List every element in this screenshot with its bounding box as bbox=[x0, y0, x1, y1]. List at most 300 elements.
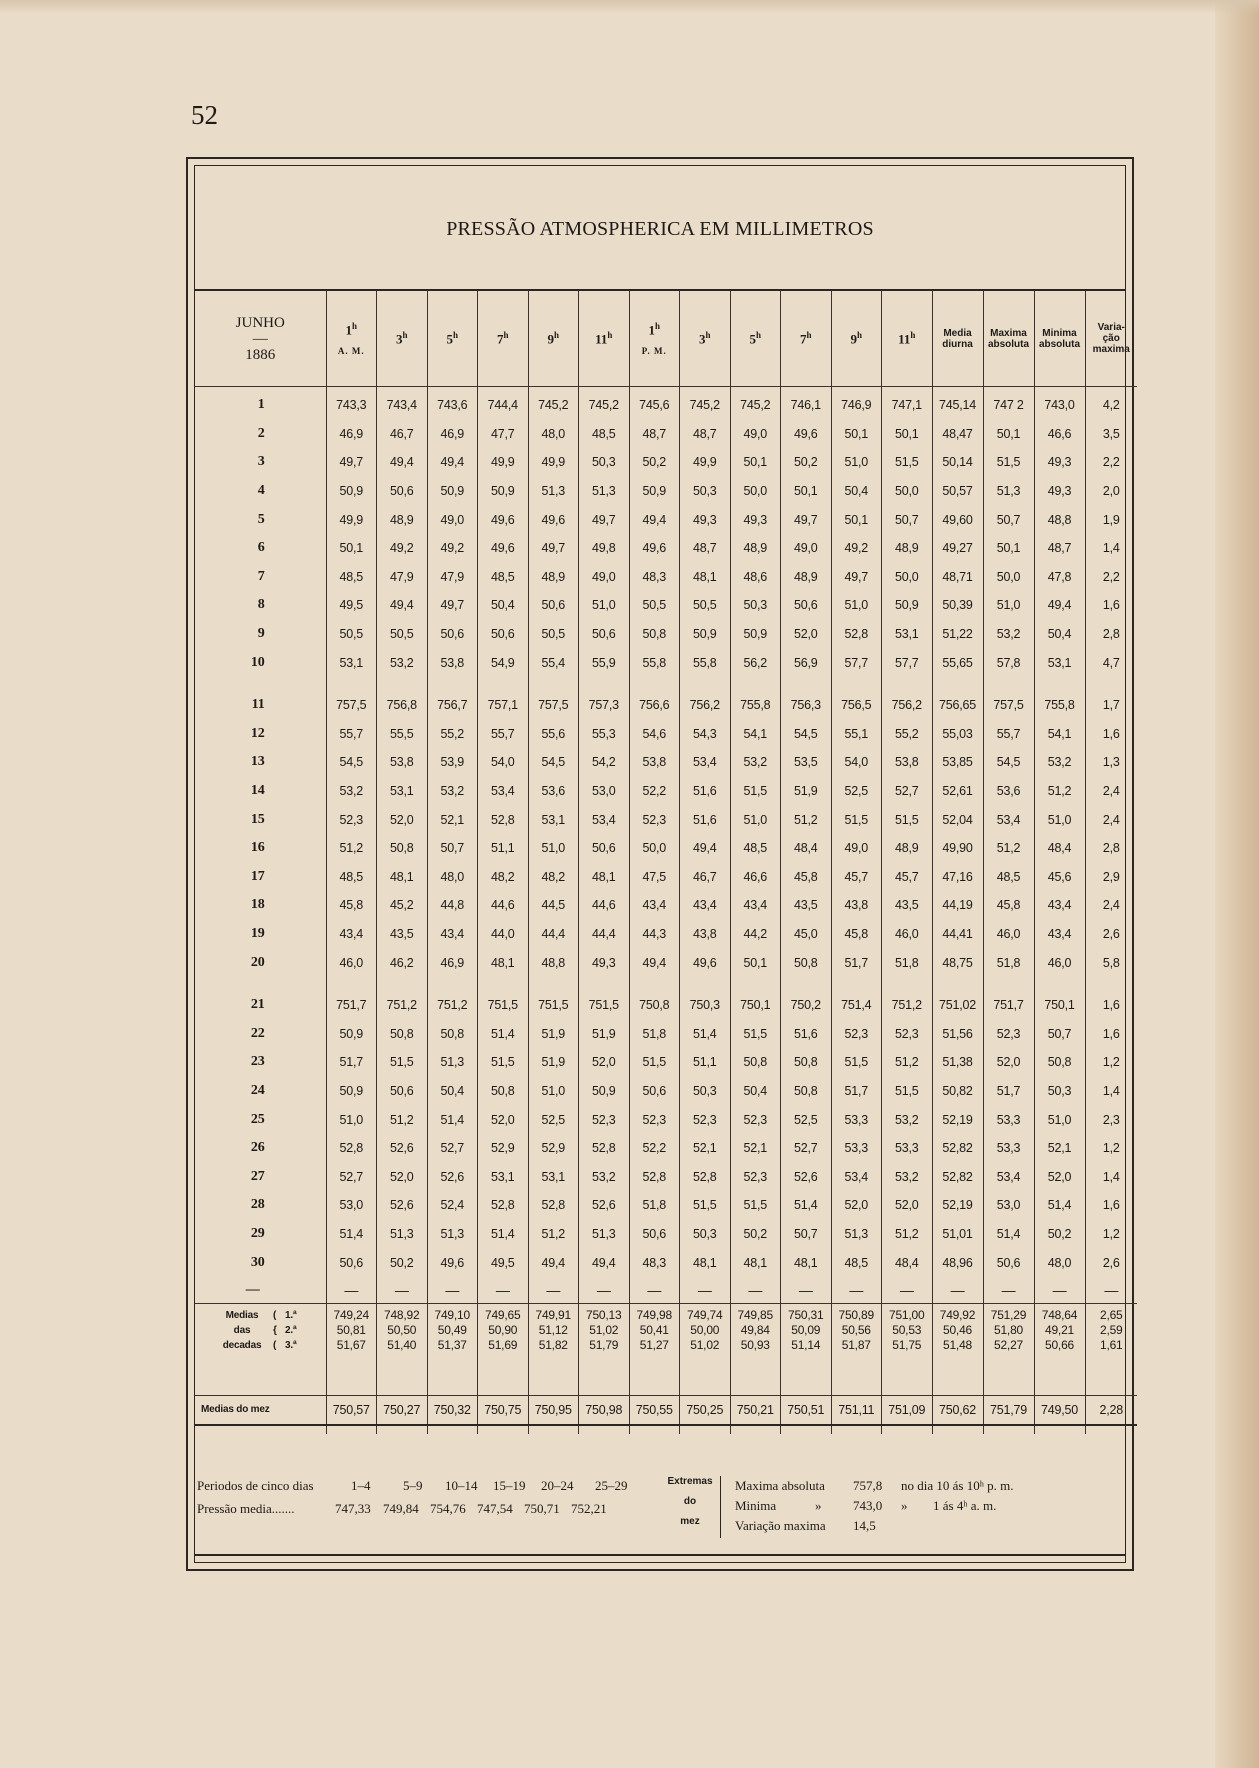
value-cell: 50,14 bbox=[932, 448, 983, 477]
value-cell: 43,4 bbox=[680, 891, 731, 920]
value-cell: 54,1 bbox=[730, 720, 781, 749]
value-cell: 50,6 bbox=[377, 477, 428, 506]
page-top-shadow bbox=[0, 0, 1259, 14]
value-cell: 44,2 bbox=[730, 920, 781, 949]
value-cell: 51,4 bbox=[680, 1019, 731, 1048]
value-cell: 51,2 bbox=[377, 1105, 428, 1134]
decade-value: 51,79 bbox=[579, 1338, 630, 1353]
variacao-header-line: ção bbox=[1102, 333, 1120, 344]
value-cell: 1,4 bbox=[1085, 534, 1137, 563]
spacer-cell bbox=[579, 977, 630, 991]
value-cell: 52,04 bbox=[932, 805, 983, 834]
value-cell: 51,4 bbox=[326, 1220, 377, 1249]
media-header bbox=[932, 291, 983, 387]
value-cell: 49,9 bbox=[478, 448, 529, 477]
value-cell: 53,0 bbox=[579, 777, 630, 806]
meridiem-label: P. M. bbox=[641, 346, 667, 357]
hour-suffix: h bbox=[553, 329, 559, 340]
spacer-cell bbox=[882, 977, 933, 991]
value-cell: 50,9 bbox=[680, 620, 731, 649]
value-cell: 49,3 bbox=[730, 505, 781, 534]
value-cell: 53,8 bbox=[629, 748, 680, 777]
month-mean-value: 750,51 bbox=[781, 1395, 832, 1425]
value-cell: 49,4 bbox=[680, 834, 731, 863]
decade-label: decadas bbox=[222, 1339, 262, 1351]
spacer-cell bbox=[528, 677, 579, 691]
month-mean-value: 750,32 bbox=[427, 1395, 478, 1425]
value-cell: 52,3 bbox=[831, 1019, 882, 1048]
table-row bbox=[195, 420, 1137, 449]
month-mean-value: 750,98 bbox=[579, 1395, 630, 1425]
value-cell: 55,9 bbox=[579, 648, 630, 677]
table-row bbox=[195, 834, 1137, 863]
value-cell: 51,2 bbox=[528, 1220, 579, 1249]
decade-value: 749,92 bbox=[932, 1308, 983, 1323]
value-cell: 43,8 bbox=[680, 920, 731, 949]
value-cell: 49,0 bbox=[781, 534, 832, 563]
hour-suffix: h bbox=[607, 329, 613, 340]
dash-cell: — bbox=[245, 1281, 260, 1297]
value-cell: 747 2 bbox=[983, 387, 1034, 420]
value-cell: 5,8 bbox=[1085, 948, 1137, 977]
spacer-cell bbox=[629, 977, 680, 991]
table-row bbox=[195, 1105, 1137, 1134]
value-cell: 50,7 bbox=[1034, 1019, 1085, 1048]
value-cell: 48,5 bbox=[730, 834, 781, 863]
value-cell: 53,2 bbox=[377, 648, 428, 677]
hour-number: 1 bbox=[648, 322, 655, 338]
spacer-cell bbox=[1085, 677, 1137, 691]
pressure-item: 750,71 bbox=[524, 1501, 560, 1516]
extremas-label-line: Extremas bbox=[667, 1476, 713, 1487]
table-row bbox=[195, 1134, 1137, 1163]
extrema-max-value: 757,8 bbox=[853, 1478, 883, 1493]
value-cell: 751,5 bbox=[579, 991, 630, 1020]
spacer-cell bbox=[781, 977, 832, 991]
extrema-min-when: 1 ás 4ʰ a. m. bbox=[933, 1498, 997, 1513]
value-cell: 51,7 bbox=[831, 948, 882, 977]
value-cell: 52,5 bbox=[528, 1105, 579, 1134]
value-cell: 48,1 bbox=[680, 563, 731, 592]
value-cell: 52,61 bbox=[932, 777, 983, 806]
value-cell: 755,8 bbox=[1034, 691, 1085, 720]
hour-number: 3 bbox=[395, 331, 403, 347]
hour-header bbox=[478, 291, 529, 387]
value-cell: 51,8 bbox=[983, 948, 1034, 977]
table-row bbox=[195, 1191, 1137, 1220]
spacer-cell bbox=[427, 1353, 478, 1396]
value-cell: 48,71 bbox=[932, 563, 983, 592]
spacer-cell bbox=[983, 977, 1034, 991]
value-cell: 49,7 bbox=[831, 563, 882, 592]
value-cell: 49,3 bbox=[1034, 448, 1085, 477]
spacer-cell bbox=[528, 1425, 579, 1434]
dash-cell: — bbox=[831, 1277, 882, 1304]
value-cell: 50,3 bbox=[680, 1077, 731, 1106]
value-cell: 49,60 bbox=[932, 505, 983, 534]
value-cell: 48,9 bbox=[377, 505, 428, 534]
value-cell: 50,39 bbox=[932, 591, 983, 620]
value-cell: 1,6 bbox=[1085, 591, 1137, 620]
value-cell: 52,3 bbox=[326, 805, 377, 834]
month-mean-value: 751,11 bbox=[831, 1395, 882, 1425]
value-cell: 46,2 bbox=[377, 948, 428, 977]
value-cell: 51,9 bbox=[781, 777, 832, 806]
dash-cell: — bbox=[377, 1277, 428, 1304]
value-cell: 50,8 bbox=[781, 948, 832, 977]
decade-value: 51,80 bbox=[983, 1323, 1034, 1338]
value-cell: 51,8 bbox=[629, 1019, 680, 1048]
value-cell: 52,9 bbox=[478, 1134, 529, 1163]
dash-cell: — bbox=[629, 1277, 680, 1304]
day-cell: 5 bbox=[257, 511, 265, 527]
value-cell: 746,9 bbox=[831, 387, 882, 420]
value-cell: 50,8 bbox=[629, 620, 680, 649]
table-row bbox=[195, 863, 1137, 892]
value-cell: 51,56 bbox=[932, 1019, 983, 1048]
value-cell: 49,4 bbox=[629, 505, 680, 534]
variacao-header-line: Varia- bbox=[1097, 322, 1125, 333]
decade-value: 749,24 bbox=[326, 1308, 377, 1323]
value-cell: 49,3 bbox=[579, 948, 630, 977]
dash-cell: — bbox=[478, 1277, 529, 1304]
value-cell: 50,9 bbox=[478, 477, 529, 506]
value-cell: 48,4 bbox=[882, 1248, 933, 1277]
value-cell: 45,7 bbox=[831, 863, 882, 892]
month-mean-value: 749,50 bbox=[1034, 1395, 1085, 1425]
value-cell: 745,6 bbox=[629, 387, 680, 420]
day-cell: 19 bbox=[250, 925, 265, 941]
decade-value: 750,13 bbox=[579, 1308, 630, 1323]
value-cell: 755,8 bbox=[730, 691, 781, 720]
month-mean-value: 751,79 bbox=[983, 1395, 1034, 1425]
month-mean-value: 750,55 bbox=[629, 1395, 680, 1425]
period-item: 1–4 bbox=[351, 1478, 371, 1493]
decade-brace: { bbox=[273, 1324, 277, 1336]
media-header-line: diurna bbox=[942, 338, 973, 350]
value-cell: 52,3 bbox=[680, 1105, 731, 1134]
value-cell: 55,8 bbox=[680, 648, 731, 677]
spacer-cell bbox=[1034, 1353, 1085, 1396]
value-cell: 50,7 bbox=[983, 505, 1034, 534]
decade-value: 51,27 bbox=[629, 1338, 680, 1353]
spacer-cell bbox=[377, 677, 428, 691]
value-cell: 44,4 bbox=[579, 920, 630, 949]
period-item: 5–9 bbox=[403, 1478, 423, 1493]
value-cell: 51,4 bbox=[1034, 1191, 1085, 1220]
value-cell: 51,3 bbox=[528, 477, 579, 506]
day-cell: 21 bbox=[250, 997, 265, 1013]
value-cell: 51,0 bbox=[1034, 805, 1085, 834]
day-cell: 7 bbox=[257, 568, 265, 584]
value-cell: 4,7 bbox=[1085, 648, 1137, 677]
day-cell: 16 bbox=[250, 840, 265, 856]
value-cell: 52,3 bbox=[579, 1105, 630, 1134]
value-cell: 50,8 bbox=[1034, 1048, 1085, 1077]
value-cell: 52,82 bbox=[932, 1134, 983, 1163]
day-cell: 18 bbox=[250, 897, 265, 913]
value-cell: 1,6 bbox=[1085, 1019, 1137, 1048]
maxima-header-line: Maxima bbox=[990, 327, 1027, 339]
value-cell: 53,1 bbox=[478, 1162, 529, 1191]
value-cell: 53,1 bbox=[326, 648, 377, 677]
day-cell: 1 bbox=[257, 397, 265, 413]
table-row bbox=[195, 591, 1137, 620]
value-cell: 50,7 bbox=[781, 1220, 832, 1249]
day-cell: 20 bbox=[250, 954, 265, 970]
value-cell: 52,0 bbox=[831, 1191, 882, 1220]
value-cell: 45,2 bbox=[377, 891, 428, 920]
value-cell: 51,5 bbox=[831, 805, 882, 834]
value-cell: 55,2 bbox=[882, 720, 933, 749]
value-cell: 49,9 bbox=[680, 448, 731, 477]
value-cell: 51,4 bbox=[983, 1220, 1034, 1249]
spacer-cell bbox=[195, 677, 326, 691]
table-row bbox=[195, 448, 1137, 477]
spacer-cell bbox=[680, 1425, 731, 1434]
value-cell: 48,8 bbox=[1034, 505, 1085, 534]
value-cell: 48,9 bbox=[882, 534, 933, 563]
value-cell: 49,4 bbox=[579, 1248, 630, 1277]
value-cell: 44,8 bbox=[427, 891, 478, 920]
month-mean-value: 750,25 bbox=[680, 1395, 731, 1425]
dash-cell: — bbox=[427, 1277, 478, 1304]
day-cell: 9 bbox=[257, 626, 265, 642]
value-cell: 45,8 bbox=[781, 863, 832, 892]
value-cell: 50,3 bbox=[680, 1220, 731, 1249]
value-cell: 48,5 bbox=[831, 1248, 882, 1277]
value-cell: 50,9 bbox=[579, 1077, 630, 1106]
value-cell: 51,5 bbox=[882, 448, 933, 477]
value-cell: 55,1 bbox=[831, 720, 882, 749]
decade-value: 50,49 bbox=[427, 1323, 478, 1338]
meridiem-label: A. M. bbox=[337, 346, 365, 357]
value-cell: 48,9 bbox=[882, 834, 933, 863]
header-row bbox=[195, 291, 1137, 387]
spacer-row bbox=[195, 1353, 1137, 1396]
dash-cell: — bbox=[1034, 1277, 1085, 1304]
value-cell: 750,8 bbox=[629, 991, 680, 1020]
value-cell: 756,7 bbox=[427, 691, 478, 720]
page-title: PRESSÃO ATMOSPHERICA EM MILLIMETROS bbox=[446, 218, 874, 240]
value-cell: 48,2 bbox=[478, 863, 529, 892]
day-cell: 8 bbox=[257, 597, 265, 613]
value-cell: 49,7 bbox=[326, 448, 377, 477]
extremas-brace bbox=[720, 1476, 731, 1538]
minima-header bbox=[1034, 291, 1085, 387]
value-cell: 756,6 bbox=[629, 691, 680, 720]
value-cell: 51,0 bbox=[579, 591, 630, 620]
spacer-cell bbox=[1034, 677, 1085, 691]
value-cell: 49,4 bbox=[377, 591, 428, 620]
month-means-row bbox=[195, 1395, 1137, 1425]
value-cell: 55,5 bbox=[377, 720, 428, 749]
decade-value: 749,85 bbox=[730, 1308, 781, 1323]
value-cell: 46,7 bbox=[377, 420, 428, 449]
decade-value: 751,29 bbox=[983, 1308, 1034, 1323]
value-cell: 50,8 bbox=[730, 1048, 781, 1077]
value-cell: 44,6 bbox=[579, 891, 630, 920]
value-cell: 48,4 bbox=[781, 834, 832, 863]
decade-value: 49,21 bbox=[1034, 1323, 1085, 1338]
value-cell: 52,5 bbox=[781, 1105, 832, 1134]
spacer-cell bbox=[781, 677, 832, 691]
day-cell: 17 bbox=[250, 868, 265, 884]
table-frame bbox=[186, 157, 1134, 1571]
value-cell: 52,19 bbox=[932, 1105, 983, 1134]
value-cell: 51,5 bbox=[882, 1077, 933, 1106]
value-cell: 51,9 bbox=[528, 1048, 579, 1077]
spacer-row bbox=[195, 1425, 1137, 1434]
dash-cell: — bbox=[932, 1277, 983, 1304]
media-header-line: Media bbox=[943, 327, 972, 339]
value-cell: 2,4 bbox=[1085, 777, 1137, 806]
value-cell: 51,3 bbox=[579, 1220, 630, 1249]
spacer-cell bbox=[377, 1353, 428, 1396]
spacer-cell bbox=[882, 677, 933, 691]
value-cell: 54,5 bbox=[528, 748, 579, 777]
value-cell: 44,19 bbox=[932, 891, 983, 920]
value-cell: 54,0 bbox=[831, 748, 882, 777]
value-cell: 53,2 bbox=[882, 1162, 933, 1191]
spacer-cell bbox=[195, 1425, 326, 1434]
hour-suffix: h bbox=[755, 329, 761, 340]
value-cell: 53,4 bbox=[579, 805, 630, 834]
value-cell: 756,2 bbox=[680, 691, 731, 720]
table-row bbox=[195, 477, 1137, 506]
value-cell: 50,6 bbox=[579, 620, 630, 649]
value-cell: 51,6 bbox=[680, 777, 731, 806]
value-cell: 50,0 bbox=[882, 563, 933, 592]
value-cell: 51,0 bbox=[1034, 1105, 1085, 1134]
value-cell: 51,5 bbox=[680, 1191, 731, 1220]
value-cell: 50,5 bbox=[326, 620, 377, 649]
value-cell: 48,6 bbox=[730, 563, 781, 592]
value-cell: 49,0 bbox=[579, 563, 630, 592]
value-cell: 46,9 bbox=[427, 948, 478, 977]
value-cell: 50,8 bbox=[427, 1019, 478, 1048]
value-cell: 48,9 bbox=[781, 563, 832, 592]
spacer-cell bbox=[680, 1353, 731, 1396]
value-cell: 50,8 bbox=[781, 1048, 832, 1077]
value-cell: 48,9 bbox=[730, 534, 781, 563]
table-row bbox=[195, 805, 1137, 834]
decade-value: 51,82 bbox=[528, 1338, 579, 1353]
table-row bbox=[195, 991, 1137, 1020]
value-cell: 49,2 bbox=[377, 534, 428, 563]
decade-value: 52,27 bbox=[983, 1338, 1034, 1353]
decade-ordinal: 1.ª bbox=[285, 1309, 297, 1321]
decade-ordinal: 2.ª bbox=[285, 1324, 297, 1336]
value-cell: 50,0 bbox=[882, 477, 933, 506]
value-cell: 48,0 bbox=[1034, 1248, 1085, 1277]
value-cell: 49,6 bbox=[680, 948, 731, 977]
decade-value: 51,14 bbox=[781, 1338, 832, 1353]
value-cell: 57,7 bbox=[831, 648, 882, 677]
value-cell: 751,7 bbox=[326, 991, 377, 1020]
value-cell: 54,5 bbox=[983, 748, 1034, 777]
value-cell: 50,5 bbox=[680, 591, 731, 620]
month-name: JUNHO bbox=[235, 314, 285, 331]
hour-number: 5 bbox=[446, 331, 453, 347]
month-mean-value: 2,28 bbox=[1085, 1395, 1137, 1425]
value-cell: 51,5 bbox=[730, 777, 781, 806]
extrema-max-label: Maxima absoluta bbox=[735, 1478, 825, 1493]
value-cell: 51,5 bbox=[377, 1048, 428, 1077]
value-cell: 751,5 bbox=[528, 991, 579, 1020]
table-body bbox=[195, 387, 1137, 1434]
value-cell: 51,2 bbox=[983, 834, 1034, 863]
value-cell: 52,6 bbox=[377, 1134, 428, 1163]
spacer-cell bbox=[629, 1425, 680, 1434]
value-cell: 49,8 bbox=[579, 534, 630, 563]
value-cell: 49,6 bbox=[427, 1248, 478, 1277]
value-cell: 50,2 bbox=[781, 448, 832, 477]
value-cell: 54,9 bbox=[478, 648, 529, 677]
value-cell: 50,6 bbox=[377, 1077, 428, 1106]
value-cell: 52,8 bbox=[579, 1134, 630, 1163]
dash-cell: — bbox=[680, 1277, 731, 1304]
value-cell: 51,0 bbox=[730, 805, 781, 834]
value-cell: 51,1 bbox=[680, 1048, 731, 1077]
decade-value: 51,40 bbox=[377, 1338, 428, 1353]
value-cell: 50,6 bbox=[983, 1248, 1034, 1277]
value-cell: 1,2 bbox=[1085, 1048, 1137, 1077]
value-cell: 750,2 bbox=[781, 991, 832, 1020]
value-cell: 43,4 bbox=[1034, 891, 1085, 920]
spacer-cell bbox=[629, 1353, 680, 1396]
value-cell: 53,1 bbox=[377, 777, 428, 806]
table-row bbox=[195, 1220, 1137, 1249]
spacer-cell bbox=[781, 1353, 832, 1396]
value-cell: 43,4 bbox=[629, 891, 680, 920]
value-cell: 53,3 bbox=[831, 1134, 882, 1163]
decade-label: das bbox=[233, 1324, 251, 1336]
value-cell: 54,5 bbox=[326, 748, 377, 777]
value-cell: 46,0 bbox=[983, 920, 1034, 949]
spacer-cell bbox=[326, 1353, 377, 1396]
decade-value: 51,69 bbox=[478, 1338, 529, 1353]
decade-value: 51,02 bbox=[680, 1338, 731, 1353]
value-cell: 48,5 bbox=[579, 420, 630, 449]
spacer-cell bbox=[195, 977, 326, 991]
spacer-cell bbox=[730, 677, 781, 691]
day-cell: 6 bbox=[257, 540, 265, 556]
value-cell: 50,6 bbox=[478, 620, 529, 649]
value-cell: 44,41 bbox=[932, 920, 983, 949]
value-cell: 48,5 bbox=[326, 563, 377, 592]
period-item: 15–19 bbox=[493, 1478, 526, 1493]
value-cell: 51,3 bbox=[983, 477, 1034, 506]
value-cell: 50,1 bbox=[882, 420, 933, 449]
minima-header-line: absoluta bbox=[1038, 338, 1081, 350]
value-cell: 50,1 bbox=[831, 505, 882, 534]
spacer-cell bbox=[983, 1425, 1034, 1434]
value-cell: 48,0 bbox=[528, 420, 579, 449]
value-cell: 746,1 bbox=[781, 387, 832, 420]
periods-label: Periodos de cinco dias bbox=[197, 1478, 314, 1493]
value-cell: 50,57 bbox=[932, 477, 983, 506]
footer-summary bbox=[195, 1466, 1125, 1556]
value-cell: 57,8 bbox=[983, 648, 1034, 677]
value-cell: 43,5 bbox=[377, 920, 428, 949]
table-row bbox=[195, 720, 1137, 749]
value-cell: 757,3 bbox=[579, 691, 630, 720]
month-header bbox=[195, 291, 326, 387]
value-cell: 48,5 bbox=[983, 863, 1034, 892]
spacer-cell bbox=[478, 977, 529, 991]
extrema-min-ditto2: » bbox=[901, 1498, 908, 1513]
